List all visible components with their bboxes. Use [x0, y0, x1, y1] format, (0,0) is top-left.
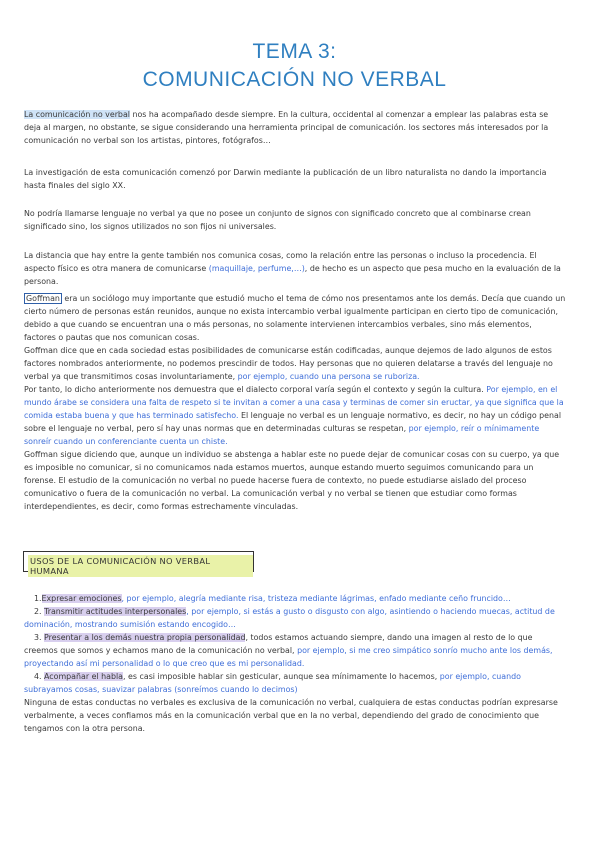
- list-item: [24, 605, 566, 631]
- example-text: por ejemplo, cuando subrayamos cosas, suavizar palabras (sonreímos cuando lo decimos): [24, 672, 521, 694]
- highlighted-term: La comunicación no verbal: [24, 110, 130, 119]
- list-item: [24, 631, 566, 670]
- paragraph-text: era un sociólogo muy importante que estudió mucho el tema de cómo nos presentamos ante los demás. Decía que cuando un cierto número de personas están reunidos, aunque no exista intercambio verbal igualmente participan en cierto tipo de comunicación, debido a que cuando se encuentran una o más personas, no solamente intervienen intercambios verbales, sino más elementos, factores o pautas que nos comunican cosas.: [24, 294, 566, 342]
- intro-paragraph: [24, 108, 566, 147]
- page-title-line-2: COMUNICACIÓN NO VERBAL: [142, 68, 447, 91]
- paragraph-text: La distancia que hay entre la gente también nos comunica cosas, como la relación entre las personas o incluso la procedencia. El aspecto físico es otra manera de comunicarse: [24, 251, 537, 273]
- list-item: [24, 670, 566, 696]
- paragraph-text: El lenguaje no verbal es un lenguaje normativo, es decir, no hay un código penal sobre el lenguaje no verbal, pero sí hay unas normas que en determinadas culturas se respetan,: [24, 411, 562, 433]
- list-number: 1.: [34, 594, 42, 603]
- example-text: por ejemplo, reír o mínimamente sonreír cuando un conferenciante cuenta un chiste.: [24, 424, 540, 446]
- distance-paragraph: [24, 249, 566, 288]
- list-number: 4.: [34, 672, 42, 681]
- example-text: por ejemplo, cuando una persona se ruboriza.: [237, 372, 420, 381]
- list-item: [24, 592, 566, 605]
- example-text: , por ejemplo, alegría mediante risa, tristeza mediante lágrimas, enfado mediante ceño fruncido…: [121, 594, 511, 603]
- highlighted-term: Expresar emociones: [41, 594, 122, 603]
- example-text: por ejemplo, si me creo simpático sonrío mucho ante los demás, proyectando así mi personalidad o lo que creo que es mi personalidad.: [24, 646, 553, 668]
- example-text: Por ejemplo, en el mundo árabe se considera una falta de respeto si te invitan a comer a una casa y terminas de comer sin eructar, ya que significa que la comida estaba buena y que has terminado satisfecho.: [24, 385, 564, 420]
- paragraph-text: , todos estamos actuando siempre, dando una imagen al resto de lo que creemos que somos y echamos mano de la comunicación no verbal,: [24, 633, 533, 655]
- list-number: 2.: [34, 607, 42, 616]
- example-text: (maquillaje, perfume,…): [208, 264, 305, 273]
- uses-list: [24, 592, 566, 735]
- closing-paragraph: Ninguna de estas conductas no verbales es exclusiva de la comunicación no verbal, cualquiera de estas conductas podrían expresarse verbalmente, a veces confiamos más en la comunicación verbal que en la no verbal, dependiendo del grado de conocimiento que tengamos con la otra persona.: [24, 698, 558, 733]
- paragraph-text: , de hecho es un aspecto que pesa mucho en la evaluación de la persona.: [24, 264, 561, 286]
- darwin-paragraph: La investigación de esta comunicación comenzó por Darwin mediante la publicación de un libro naturalista no dando la importancia hasta finales del siglo XX.: [24, 168, 547, 190]
- paragraph-text: , es casi imposible hablar sin gesticular, aunque sea mínimamente lo hacemos,: [123, 672, 440, 681]
- paragraph-text: Goffman dice que en cada sociedad estas posibilidades de comunicarse están codificadas, aunque dejemos de lado algunos de estos factores nombrados anteriormente, no podemos prescindir de todos. Hay personas que no quieren delatarse a través del lenguaje no verbal ya que transmitimos cosas involuntariamente,: [24, 346, 553, 381]
- highlighted-term: Presentar a los demás nuestra propia personalidad: [44, 633, 246, 642]
- section-heading: USOS DE LA COMUNICACIÓN NO VERBAL HUMANA: [28, 555, 253, 577]
- paragraph-text: nos ha acompañado desde siempre. En la cultura, occidental al comenzar a emplear las palabras esta se deja al margen, no obstante, se sigue considerando una herramienta principal de comunicación. los sectores más interesados por la comunicación no verbal son los artistas, pintores, fotógrafos…: [24, 110, 549, 145]
- page-title-line-1: TEMA 3:: [252, 40, 337, 63]
- paragraph-text: Por tanto, lo dicho anteriormente nos demuestra que el dialecto corporal varía según el contexto y según la cultura.: [24, 385, 487, 394]
- language-paragraph: No podría llamarse lenguaje no verbal ya que no posee un conjunto de signos con significado concreto que al combinarse crean significado sino, los signos utilizados no son fijos ni universales.: [24, 209, 531, 231]
- highlighted-term: Acompañar el habla: [44, 672, 124, 681]
- section-heading-box: [23, 551, 254, 576]
- boxed-term: Goffman: [26, 294, 60, 303]
- list-number: 3.: [34, 633, 42, 642]
- highlighted-term: Transmitir actitudes interpersonales: [44, 607, 187, 616]
- goffman-paragraph: [24, 292, 566, 513]
- example-text: , por ejemplo, si estás a gusto o disgusto con algo, asintiendo o haciendo muecas, actitud de dominación, mostrando sumisión estando encogido…: [24, 607, 555, 629]
- paragraph-text: Goffman sigue diciendo que, aunque un individuo se abstenga a hablar este no puede dejar de comunicar cosas con su cuerpo, ya que es imposible no comunicar, si no comunicamos nada estamos muertos, aunque estando muerto seguimos comunicando para un forense. El estudio de la comunicación no verbal no puede hacerse fuera de contexto, no puede estudiarse aislado del proceso comunicativo o fuera de la comunicación no verbal. La comunicación verbal y no verbal se tienen que estudiar como formas interdependientes, es decir, como formas estrechamente vinculadas.: [24, 450, 560, 511]
